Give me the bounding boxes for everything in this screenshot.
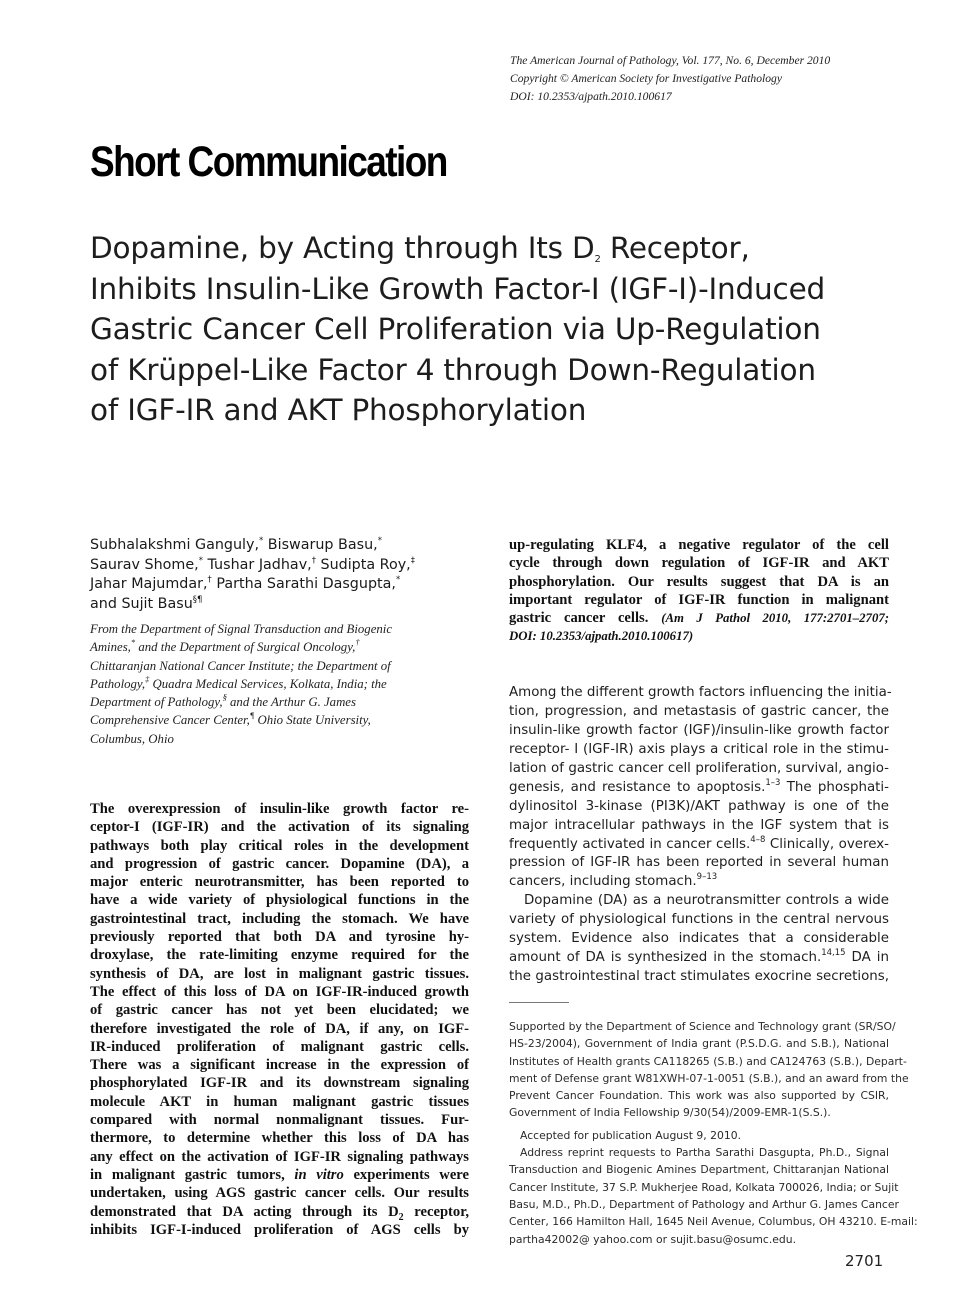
abstract-column-left <box>90 800 469 1239</box>
abstract-line: and progression of gastric cancer. Dopamine (DA), a <box>90 855 469 872</box>
body-line: system. Evidence also indicates that a considerable <box>509 931 889 947</box>
abstract-line: gastrointestinal tract, including the stomach. We have <box>90 910 469 927</box>
body-line: Dopamine (DA) as a neurotransmitter controls a wide <box>524 893 889 909</box>
body-line: pression of IGF-IR has been reported in several human <box>509 855 889 871</box>
abstract-line: major enteric neurotransmitter, has been reported to <box>90 874 469 891</box>
title-line-4: of Krüppel-Like Factor 4 through Down-Regulation <box>90 352 816 387</box>
author-line: Jahar Majumdar,† Partha Sarathi Dasgupta,* <box>90 575 401 593</box>
affiliation-line: From the Department of Signal Transduction and Biogenic <box>90 622 393 636</box>
body-text <box>509 684 892 987</box>
author-line: Subhalakshmi Ganguly,* Biswarup Basu,* <box>90 536 382 553</box>
footnote-line: Supported by the Department of Science and Technology grant (SR/SO/ <box>509 1020 896 1033</box>
footnote-line: HS-23/2004), Government of India grant (P.S.D.G. and S.B.), National <box>509 1037 889 1051</box>
abstract-line: IR-induced proliferation of malignant gastric cells. <box>90 1038 469 1055</box>
abstract-line: of gastric cancer has not yet been elucidated; we <box>90 1002 469 1019</box>
abstract-citation: (Am J Pathol 2010, 177:2701–2707; <box>661 611 889 626</box>
abstract-column-right <box>509 536 889 646</box>
journal-citation: The American Journal of Pathology, Vol. 177, No. 6, December 2010 <box>510 54 831 67</box>
title-line-1: Dopamine, by Acting through Its $D_2$ Receptor, <box>90 231 750 265</box>
journal-header <box>510 52 930 106</box>
abstract-line: in malignant gastric tumors, in vitro experiments were <box>90 1166 469 1183</box>
footnote-line: Basu, M.D., Ph.D., Department of Pathology and Arthur G. James Cancer <box>509 1197 899 1211</box>
citation-ref: 1–3 <box>765 777 781 788</box>
section-label: Short Communication <box>90 138 447 186</box>
abstract-line: any effect on the activation of IGF-IR signaling pathways <box>90 1148 469 1165</box>
footnotes <box>509 1018 918 1248</box>
abstract-line: droxylase, the rate-limiting enzyme required for the <box>90 947 469 964</box>
abstract-line: therefore investigated the role of DA, if any, on IGF- <box>90 1020 469 1037</box>
body-line: tion, progression, and metastasis of gastric cancer, the <box>509 703 889 719</box>
abstract-line: previously reported that both DA and tyrosine hy- <box>90 929 469 946</box>
abstract-line: phosphorylation. Our results suggest that DA is an <box>509 573 889 590</box>
citation-ref: 14,15 <box>821 948 846 959</box>
body-line: receptor- I (IGF-IR) axis plays a critical role in the stimu- <box>509 741 889 757</box>
copyright-line: Copyright © American Society for Investigative Pathology <box>510 72 782 85</box>
abstract-line: There was a significant increase in the expression of <box>90 1057 469 1074</box>
body-line: amount of DA is synthesized in the stomach.$^{14,15}$ DA in <box>509 948 889 966</box>
abstract-line: thermore, to determine whether this loss of DA has <box>90 1130 469 1147</box>
abstract-line: cycle through down regulation of IGF-IR and AKT <box>509 555 889 572</box>
abstract-line: The effect of this loss of DA on IGF-IR-induced growth <box>90 983 469 1000</box>
footnote-line: ment of Defense grant W81XWH-07-1-0051 (S.B.), and an award from the <box>509 1071 909 1085</box>
page-number: 2701 <box>845 1252 884 1270</box>
affiliation-line: Amines,* and the Department of Surgical Oncology,† <box>90 637 360 655</box>
footnote-line: Prevent Cancer Foundation. This work was also supported by CSIR, <box>509 1089 889 1103</box>
abstract-line: demonstrated that DA acting through its $D_2$ receptor, <box>90 1203 470 1223</box>
body-line: frequently activated in cancer cells.$^{4-8}$ Clinically, overex- <box>509 834 889 852</box>
abstract-line: inhibits IGF-I-induced proliferation of AGS cells by <box>90 1221 469 1238</box>
title-line-2: Inhibits Insulin-Like Growth Factor-I (IGF-I)-Induced <box>90 271 826 306</box>
article-title <box>90 228 890 431</box>
doi-line: DOI: 10.2353/ajpath.2010.100617 <box>510 90 672 103</box>
footnote-line: Institutes of Health grants CA118265 (S.B.) and CA124763 (S.B.), Depart- <box>509 1054 907 1068</box>
affiliation-line: Columbus, Ohio <box>90 731 174 746</box>
citation-ref: 9–13 <box>696 872 718 883</box>
title-line-3: Gastric Cancer Cell Proliferation via Up-Regulation <box>90 312 821 346</box>
footnote-line: Transduction and Biogenic Amines Department, Chittaranjan National <box>509 1163 889 1177</box>
abstract-line: phosphorylated IGF-IR and its downstream signaling <box>90 1075 469 1092</box>
body-line: the gastrointestinal tract stimulates exocrine secretions, <box>509 969 889 985</box>
footnote-line: partha42002@ yahoo.com or sujit.basu@osumc.edu. <box>509 1232 797 1246</box>
affiliations <box>90 620 470 748</box>
footnote-divider <box>509 1002 569 1003</box>
citation-ref: 4–8 <box>750 834 766 845</box>
abstract-line: have a wide variety of physiological functions in the <box>90 892 469 909</box>
footnote-line: Address reprint requests to Partha Sarathi Dasgupta, Ph.D., Signal <box>520 1146 889 1160</box>
body-line: dylinositol 3-kinase (PI3K)/AKT pathway is one of the <box>509 798 889 814</box>
footnote-line: Government of India Fellowship 9/30(54)/2009-EMR-1(S.S.). <box>509 1106 831 1120</box>
abstract-line: ceptor-I (IGF-IR) and the activation of its signaling <box>90 819 469 836</box>
title-line-5: of IGF-IR and AKT Phosphorylation <box>90 393 587 427</box>
body-line: lation of gastric cancer cell proliferation, survival, angio- <box>509 760 889 776</box>
body-line: variety of physiological functions in the central nervous <box>509 912 889 928</box>
footnote-line: Center, 166 Hamilton Hall, 1645 Neil Avenue, Columbus, OH 43210. E-mail: <box>509 1215 918 1229</box>
author-line: and Sujit Basu§¶ <box>90 594 203 612</box>
abstract-line: molecule AKT in human malignant gastric tissues <box>90 1093 469 1110</box>
body-line: insulin-like growth factor (IGF)/insulin-like growth factor <box>509 722 889 738</box>
abstract-line: important regulator of IGF-IR function in malignant <box>509 591 889 608</box>
body-line: cancers, including stomach.$^{9-13}$ <box>509 872 718 890</box>
abstract-line: synthesis of DA, are lost in malignant gastric tissues. <box>90 965 469 982</box>
abstract-doi: DOI: 10.2353/ajpath.2010.100617) <box>509 629 694 644</box>
author-list <box>90 536 470 614</box>
affiliation-line: Pathology,‡ Quadra Medical Services, Kolkata, India; the <box>90 673 387 691</box>
body-line: Among the different growth factors influencing the initia- <box>509 685 892 700</box>
footnote-line: Cancer Institute, 37 S.P. Mukherjee Road, Kolkata 700026, India; or Sujit <box>509 1180 899 1194</box>
abstract-line: pathways both play critical roles in the development <box>90 837 469 854</box>
body-line: major intracellular pathways in the IGF system that is <box>509 817 889 833</box>
abstract-line: undertaken, using AGS gastric cancer cells. Our results <box>90 1185 469 1202</box>
affiliation-line: Chittaranjan National Cancer Institute; the Department of <box>90 658 391 673</box>
author-line: Saurav Shome,* Tushar Jadhav,† Sudipta Roy,‡ <box>90 555 415 573</box>
abstract-line: up-regulating KLF4, a negative regulator of the cell <box>509 537 889 553</box>
abstract-line: The overexpression of insulin-like growth factor re- <box>90 801 469 817</box>
abstract-line: gastric cancer cells. (Am J Pathol 2010, 177:2701–2707; <box>509 610 889 627</box>
body-line: genesis, and resistance to apoptosis.$^{1-3}$ The phosphati- <box>509 777 889 795</box>
accepted-date: Accepted for publication August 9, 2010. <box>520 1128 742 1142</box>
abstract-line: compared with normal nonmalignant tissues. Fur- <box>90 1112 469 1129</box>
affiliation-line: Comprehensive Cancer Center,¶ Ohio State University, <box>90 710 371 728</box>
affiliation-line: Department of Pathology,§ and the Arthur G. James <box>90 692 356 710</box>
